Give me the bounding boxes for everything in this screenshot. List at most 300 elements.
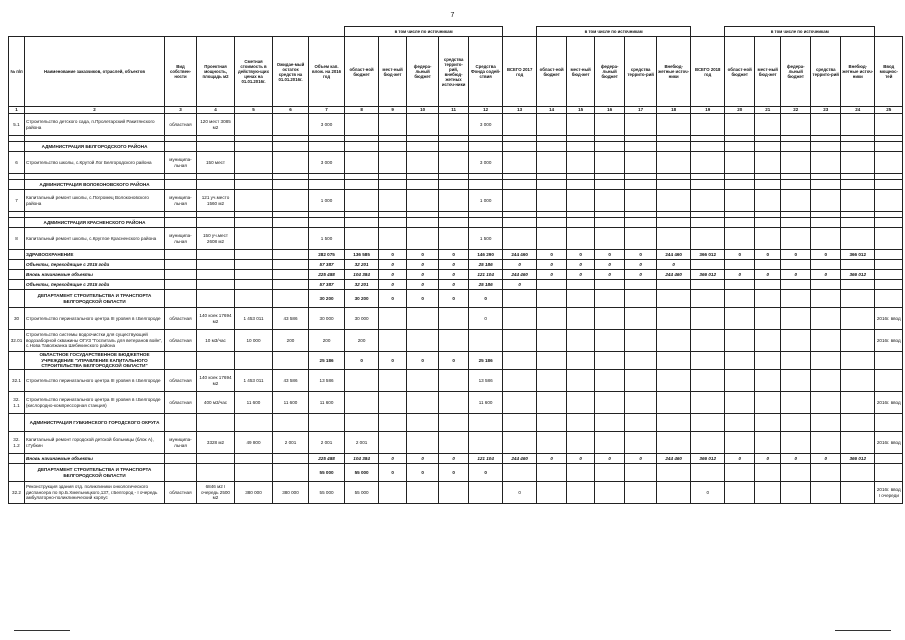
value-cell: 0 <box>595 260 625 270</box>
total-row <box>9 454 903 464</box>
value-cell <box>625 352 657 370</box>
value-cell <box>537 114 567 136</box>
value-cell: 25 186 <box>469 352 503 370</box>
column-number: 25 <box>875 107 903 114</box>
value-cell <box>537 152 567 174</box>
column-number: 12 <box>469 107 503 114</box>
value-cell <box>781 392 811 414</box>
value-cell: 400 м3/час <box>197 392 235 414</box>
table-row <box>9 392 903 414</box>
value-cell <box>725 260 755 270</box>
value-cell <box>379 114 407 136</box>
value-cell <box>841 352 875 370</box>
value-cell: 282 075 <box>309 250 345 260</box>
value-cell: 1 500 <box>309 228 345 250</box>
department-row <box>9 464 903 482</box>
value-cell <box>503 190 537 212</box>
value-cell <box>625 330 657 352</box>
value-cell <box>691 308 725 330</box>
value-cell <box>379 228 407 250</box>
table-cell <box>781 180 811 190</box>
table-cell <box>235 142 273 152</box>
value-cell: 0 <box>567 260 595 270</box>
value-cell <box>875 270 903 280</box>
value-cell: 366 012 <box>691 250 725 260</box>
table-cell <box>567 180 595 190</box>
value-cell <box>273 454 309 464</box>
value-cell <box>379 152 407 174</box>
table-row <box>9 152 903 174</box>
value-cell <box>811 352 841 370</box>
value-cell <box>657 352 691 370</box>
value-cell <box>781 228 811 250</box>
value-cell <box>625 114 657 136</box>
row-number: 8 <box>9 228 25 250</box>
table-cell <box>841 142 875 152</box>
value-cell <box>379 370 407 392</box>
value-cell <box>537 370 567 392</box>
value-cell <box>691 260 725 270</box>
value-cell <box>503 352 537 370</box>
value-cell <box>469 432 503 454</box>
col-header-federal-3: федера-льный бюджет <box>781 37 811 107</box>
table-cell <box>165 180 197 190</box>
total-row <box>9 260 903 270</box>
value-cell <box>657 280 691 290</box>
value-cell <box>503 290 537 308</box>
value-cell <box>197 290 235 308</box>
value-cell <box>537 432 567 454</box>
value-cell: 0 <box>537 250 567 260</box>
object-name: Строительство перинатального центра III уровня в г.Белгороде <box>25 308 165 330</box>
row-number <box>9 352 25 370</box>
table-cell <box>811 142 841 152</box>
value-cell <box>811 152 841 174</box>
value-cell <box>781 414 811 432</box>
value-cell <box>165 280 197 290</box>
value-cell: областная <box>165 308 197 330</box>
row-number <box>9 270 25 280</box>
table-cell <box>439 218 469 228</box>
value-cell <box>407 114 439 136</box>
value-cell <box>755 190 781 212</box>
table-cell <box>165 218 197 228</box>
object-name: Строительство школы, с.Крутой Лог Белгородского района <box>25 152 165 174</box>
value-cell <box>273 250 309 260</box>
value-cell <box>379 482 407 504</box>
value-cell: 0 <box>439 260 469 270</box>
value-cell: 2 001 <box>273 432 309 454</box>
value-cell <box>625 228 657 250</box>
value-cell: 57 387 <box>309 260 345 270</box>
col-header-name: Наименование заказчиков, отраслей, объектов <box>25 37 165 107</box>
col-header-local: мест-ный бюд-жет <box>379 37 407 107</box>
value-cell <box>875 114 903 136</box>
value-cell <box>691 190 725 212</box>
value-cell <box>657 290 691 308</box>
value-cell <box>781 352 811 370</box>
table-cell <box>841 218 875 228</box>
header-group-3: в том числе по источникам <box>725 27 875 37</box>
value-cell <box>755 482 781 504</box>
department-row <box>9 352 903 370</box>
col-header-total-2018: ВСЕГО 2018 год <box>691 37 725 107</box>
value-cell <box>379 330 407 352</box>
value-cell: 13 586 <box>469 370 503 392</box>
table-cell <box>595 180 625 190</box>
table-cell <box>503 180 537 190</box>
value-cell: областная <box>165 370 197 392</box>
value-cell: 0 <box>781 250 811 260</box>
value-cell: 366 012 <box>691 454 725 464</box>
table-cell <box>273 180 309 190</box>
value-cell <box>811 482 841 504</box>
value-cell <box>469 330 503 352</box>
row-number: 5.1 <box>9 114 25 136</box>
value-cell <box>811 260 841 270</box>
column-number: 21 <box>755 107 781 114</box>
row-number: 32.01 <box>9 330 25 352</box>
value-cell <box>165 260 197 270</box>
value-cell: 25 186 <box>309 352 345 370</box>
header-row <box>9 37 903 107</box>
value-cell <box>235 190 273 212</box>
row-number <box>9 280 25 290</box>
department-row <box>9 290 903 308</box>
value-cell <box>567 330 595 352</box>
value-cell <box>567 392 595 414</box>
value-cell <box>811 114 841 136</box>
table-cell <box>439 142 469 152</box>
value-cell <box>841 308 875 330</box>
value-cell <box>503 308 537 330</box>
table-cell <box>625 180 657 190</box>
value-cell <box>503 370 537 392</box>
value-cell: 0 <box>625 270 657 280</box>
column-number-row <box>9 107 903 114</box>
column-number: 24 <box>841 107 875 114</box>
value-cell <box>841 370 875 392</box>
value-cell: 0 <box>407 454 439 464</box>
value-cell: 150 мест <box>197 152 235 174</box>
value-cell <box>841 330 875 352</box>
department-row <box>9 414 903 432</box>
value-cell: 121 уч.место 1560 м2 <box>197 190 235 212</box>
value-cell <box>625 432 657 454</box>
value-cell: 244 460 <box>503 250 537 260</box>
value-cell <box>567 482 595 504</box>
value-cell <box>503 152 537 174</box>
value-cell <box>595 190 625 212</box>
column-number: 18 <box>657 107 691 114</box>
value-cell: 0 <box>657 260 691 270</box>
value-cell: 1 000 <box>309 190 345 212</box>
table-cell <box>309 180 345 190</box>
value-cell <box>567 152 595 174</box>
value-cell <box>567 290 595 308</box>
table-cell <box>273 142 309 152</box>
table-row <box>9 432 903 454</box>
value-cell: 0 <box>345 352 379 370</box>
value-cell <box>725 432 755 454</box>
value-cell: 0 <box>379 464 407 482</box>
col-header-federal: федера-льный бюджет <box>407 37 439 107</box>
value-cell <box>841 190 875 212</box>
value-cell <box>811 290 841 308</box>
value-cell <box>841 228 875 250</box>
section-title: АДМИНИСТРАЦИЯ КРАСНЕНСКОГО РАЙОНА <box>25 218 165 228</box>
value-cell <box>875 152 903 174</box>
value-cell <box>657 228 691 250</box>
value-cell <box>537 464 567 482</box>
value-cell <box>691 352 725 370</box>
table-cell <box>875 218 903 228</box>
table-cell <box>781 142 811 152</box>
value-cell: 30 000 <box>309 308 345 330</box>
value-cell: муниципа-льная <box>165 228 197 250</box>
section-title: АДМИНИСТРАЦИЯ БЕЛГОРОДСКОГО РАЙОНА <box>25 142 165 152</box>
value-cell <box>811 190 841 212</box>
column-number: 20 <box>725 107 755 114</box>
value-cell <box>407 330 439 352</box>
column-number: 7 <box>309 107 345 114</box>
row-number <box>9 250 25 260</box>
value-cell <box>875 228 903 250</box>
value-cell <box>841 280 875 290</box>
col-header-territory-3: средства террито-рий <box>811 37 841 107</box>
value-cell: 0 <box>811 454 841 464</box>
value-cell <box>755 392 781 414</box>
value-cell: 1 000 <box>469 190 503 212</box>
value-cell <box>691 370 725 392</box>
table-cell <box>657 218 691 228</box>
value-cell <box>875 280 903 290</box>
value-cell <box>625 290 657 308</box>
value-cell <box>379 414 407 432</box>
column-number: 1 <box>9 107 25 114</box>
value-cell <box>407 392 439 414</box>
value-cell <box>811 464 841 482</box>
value-cell: 0 <box>755 270 781 280</box>
value-cell <box>165 270 197 280</box>
value-cell <box>781 152 811 174</box>
value-cell <box>537 482 567 504</box>
value-cell <box>625 482 657 504</box>
value-cell <box>841 114 875 136</box>
value-cell <box>725 190 755 212</box>
value-cell: 0 <box>439 290 469 308</box>
value-cell <box>691 114 725 136</box>
value-cell <box>235 352 273 370</box>
value-cell <box>503 464 537 482</box>
value-cell <box>345 392 379 414</box>
value-cell <box>567 352 595 370</box>
value-cell <box>439 432 469 454</box>
value-cell <box>625 392 657 414</box>
table-cell <box>725 180 755 190</box>
value-cell <box>875 352 903 370</box>
value-cell: 0 <box>407 260 439 270</box>
value-cell <box>503 228 537 250</box>
value-cell: 0 <box>379 260 407 270</box>
row-number <box>9 290 25 308</box>
value-cell <box>781 190 811 212</box>
value-cell <box>595 228 625 250</box>
value-cell: 30 000 <box>345 308 379 330</box>
value-cell: 11 600 <box>273 392 309 414</box>
value-cell <box>273 464 309 482</box>
value-cell <box>781 290 811 308</box>
value-cell: 0 <box>407 290 439 308</box>
value-cell: областная <box>165 392 197 414</box>
value-cell: 0 <box>469 308 503 330</box>
value-cell <box>197 454 235 464</box>
col-header-local-3: мест-ный бюд-жет <box>755 37 781 107</box>
value-cell <box>725 392 755 414</box>
table-cell <box>235 180 273 190</box>
value-cell <box>755 290 781 308</box>
value-cell: 0 <box>537 270 567 280</box>
value-cell <box>407 190 439 212</box>
table-cell <box>875 180 903 190</box>
value-cell: 0 <box>503 280 537 290</box>
value-cell <box>197 260 235 270</box>
value-cell: 0 <box>469 464 503 482</box>
column-number: 15 <box>567 107 595 114</box>
value-cell: 0 <box>439 250 469 260</box>
value-cell: 200 <box>345 330 379 352</box>
value-cell <box>595 330 625 352</box>
row-number: 7 <box>9 190 25 212</box>
value-cell <box>439 114 469 136</box>
value-cell: 380 000 <box>235 482 273 504</box>
value-cell <box>725 152 755 174</box>
col-header-fund: Средства Фонда содей-ствия <box>469 37 503 107</box>
value-cell <box>273 152 309 174</box>
value-cell: 225 488 <box>309 270 345 280</box>
value-cell <box>755 414 781 432</box>
value-cell: 0 <box>503 260 537 270</box>
value-cell: 366 012 <box>691 270 725 280</box>
value-cell: 0 <box>379 352 407 370</box>
column-number: 4 <box>197 107 235 114</box>
value-cell <box>567 190 595 212</box>
value-cell: 1 500 <box>469 228 503 250</box>
value-cell <box>595 280 625 290</box>
value-cell: 6846 м2 I очередь 2500 м2 <box>197 482 235 504</box>
column-number: 6 <box>273 107 309 114</box>
table-cell <box>567 218 595 228</box>
value-cell <box>657 308 691 330</box>
value-cell <box>811 414 841 432</box>
column-number: 11 <box>439 107 469 114</box>
value-cell <box>657 330 691 352</box>
value-cell: 0 <box>379 280 407 290</box>
value-cell <box>439 152 469 174</box>
value-cell <box>469 414 503 432</box>
section-row <box>9 218 903 228</box>
value-cell <box>567 432 595 454</box>
value-cell <box>235 114 273 136</box>
table-cell <box>197 142 235 152</box>
table-cell <box>165 142 197 152</box>
value-cell <box>235 228 273 250</box>
table-row <box>9 482 903 504</box>
value-cell <box>875 414 903 432</box>
row-number: 30 <box>9 308 25 330</box>
table-row <box>9 370 903 392</box>
value-cell <box>781 432 811 454</box>
value-cell <box>567 280 595 290</box>
value-cell <box>841 464 875 482</box>
value-cell <box>407 482 439 504</box>
value-cell: 0 <box>781 270 811 280</box>
value-cell <box>379 392 407 414</box>
value-cell: 244 460 <box>657 454 691 464</box>
table-cell <box>407 142 439 152</box>
value-cell <box>165 464 197 482</box>
value-cell: муниципа-льная <box>165 152 197 174</box>
table-cell <box>197 180 235 190</box>
col-header-total-2017: ВСЕГО 2017 год <box>503 37 537 107</box>
value-cell <box>625 190 657 212</box>
table-cell <box>537 180 567 190</box>
table-cell <box>503 218 537 228</box>
value-cell <box>755 432 781 454</box>
value-cell <box>781 308 811 330</box>
value-cell: 2016г. ввод <box>875 392 903 414</box>
table-cell <box>537 218 567 228</box>
value-cell <box>657 482 691 504</box>
object-name: Капитальный ремонт городской детской больницы (блок А), г.Губкин <box>25 432 165 454</box>
value-cell: 0 <box>439 454 469 464</box>
table-cell <box>755 180 781 190</box>
value-cell: 0 <box>537 260 567 270</box>
value-cell <box>811 432 841 454</box>
value-cell: 200 <box>309 330 345 352</box>
value-cell: 25 186 <box>469 260 503 270</box>
value-cell <box>273 260 309 270</box>
value-cell <box>567 114 595 136</box>
footer-rule-right <box>835 630 891 631</box>
value-cell: 244 460 <box>657 250 691 260</box>
table-cell <box>537 142 567 152</box>
value-cell <box>595 290 625 308</box>
value-cell: 0 <box>755 454 781 464</box>
value-cell <box>537 352 567 370</box>
value-cell: 120 мест 3085 м2 <box>197 114 235 136</box>
col-header-offbudget-3: Внебюд-жетные источ-ники <box>841 37 875 107</box>
value-cell <box>781 370 811 392</box>
value-cell <box>725 482 755 504</box>
value-cell <box>875 464 903 482</box>
value-cell <box>235 280 273 290</box>
value-cell <box>595 432 625 454</box>
value-cell <box>537 308 567 330</box>
value-cell <box>691 432 725 454</box>
value-cell <box>595 392 625 414</box>
value-cell <box>197 280 235 290</box>
value-cell <box>165 250 197 260</box>
value-cell: областная <box>165 482 197 504</box>
object-name: Реконструкция здания отд. поликлиники онкологического диспансера по пр.Б.Хмельницкого,137, г.Белгород - I очередь амбулаторно-поликлинический корпус <box>25 482 165 504</box>
value-cell <box>875 370 903 392</box>
value-cell: 121 104 <box>469 270 503 280</box>
column-number: 16 <box>595 107 625 114</box>
table-cell <box>657 180 691 190</box>
value-cell: 140 коек 17694 м2 <box>197 308 235 330</box>
value-cell: 0 <box>379 290 407 308</box>
